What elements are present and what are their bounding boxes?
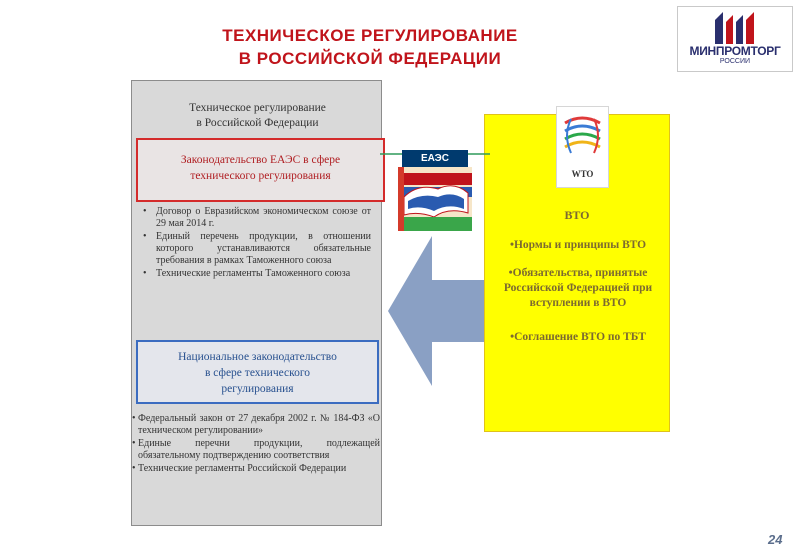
- list-item-text: Единые перечни продукции, подлежащей обязательному подтверждению соответствия: [138, 438, 380, 461]
- list-item-text: Технические регламенты Таможенного союза: [156, 268, 351, 279]
- panel-heading-line1: Техническое регулирование: [189, 102, 326, 114]
- slide-title: [150, 24, 590, 70]
- slide-title-line2: В РОССИЙСКОЙ ФЕДЕРАЦИИ: [238, 49, 502, 68]
- list-item: [132, 413, 380, 437]
- national-legislation-line1: Национальное законодательство: [178, 351, 337, 363]
- national-items-list: [132, 413, 380, 476]
- bullet-icon: •: [143, 231, 147, 242]
- list-item: [132, 438, 380, 462]
- list-item: [143, 268, 371, 280]
- panel-heading-line2: в Российской Федерации: [196, 117, 319, 129]
- eaes-legislation-line1: Законодательство ЕАЭС в сфере: [180, 154, 341, 166]
- logo-subtitle: РОССИИ: [719, 58, 751, 65]
- national-legislation-line2: в сфере технического: [204, 367, 311, 379]
- list-item: [143, 231, 371, 267]
- minpromtorg-emblem-icon: [713, 10, 757, 44]
- list-item-text: Единый перечень продукции, в отношении которого устанавливаются обязательные требования в рамках Таможенного союза: [156, 231, 371, 266]
- bullet-icon: •: [132, 413, 136, 424]
- wto-logo: [556, 106, 609, 188]
- wto-title: ВТО: [564, 208, 590, 222]
- list-item: [132, 463, 380, 475]
- bullet-icon: •: [143, 268, 147, 279]
- eaes-legislation-box: [136, 138, 385, 202]
- wto-logo-text: WTO: [571, 169, 594, 179]
- wto-item: •Соглашение ВТО по ТБТ: [510, 331, 646, 343]
- wto-item: •Нормы и принципы ВТО: [509, 239, 647, 251]
- eaes-legislation-line2: технического регулирования: [190, 170, 331, 182]
- minpromtorg-logo: [677, 6, 793, 72]
- list-item-text: Технические регламенты Российской Федерации: [138, 463, 347, 474]
- eaes-items-list: [143, 206, 371, 281]
- wto-item: •Обязательства, принятые Российской Федерацией при вступлении в ВТО: [503, 267, 653, 309]
- list-item-text: Федеральный закон от 27 декабря 2002 г. № 184-ФЗ «О техническом регулировании»: [138, 413, 380, 436]
- eaes-badge-label: ЕАЭС: [402, 150, 468, 167]
- logo-name: МИНПРОМТОРГ: [689, 44, 781, 58]
- list-item-text: Договор о Евразийском экономическом союзе от 29 мая 2014 г.: [156, 206, 371, 229]
- eaes-flags-map-icon: [398, 167, 472, 231]
- bullet-icon: •: [132, 438, 136, 449]
- list-item: [143, 206, 371, 230]
- page-number: 24: [768, 532, 783, 547]
- bullet-icon: •: [143, 206, 147, 217]
- national-legislation-box: [136, 340, 379, 404]
- left-arrow-icon: [388, 236, 484, 386]
- bullet-icon: •: [132, 463, 136, 474]
- slide-title-line1: ТЕХНИЧЕСКОЕ РЕГУЛИРОВАНИЕ: [222, 26, 518, 45]
- wto-emblem-icon: [557, 109, 608, 173]
- national-legislation-line3: регулирования: [221, 383, 294, 395]
- panel-heading: [132, 101, 383, 131]
